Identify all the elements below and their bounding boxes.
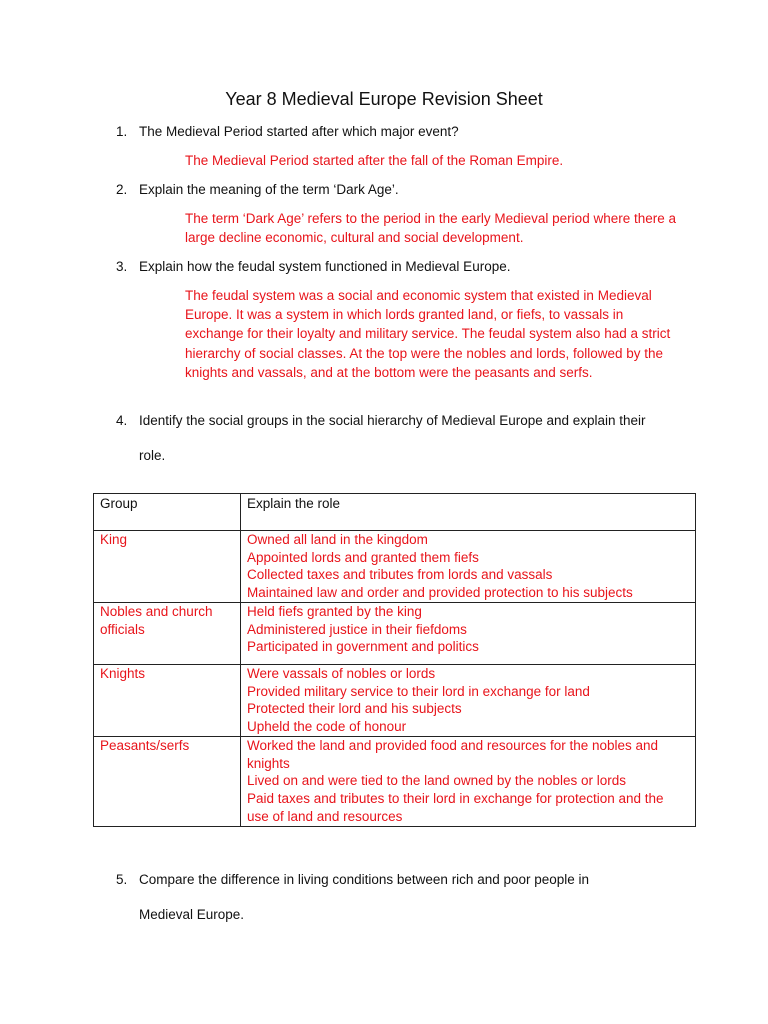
question-1-text: The Medieval Period started after which major event?	[139, 124, 459, 139]
role-line: Provided military service to their lord in exchange for land	[247, 683, 590, 699]
role-cell	[241, 603, 696, 665]
page-title: Year 8 Medieval Europe Revision Sheet	[225, 89, 543, 109]
group-cell: King	[94, 531, 241, 603]
question-2-number: 2.	[116, 182, 128, 197]
role-line: Protected their lord and his subjects	[247, 701, 462, 717]
role-line: Collected taxes and tributes from lords and vassals	[247, 567, 553, 583]
role-line: Owned all land in the kingdom	[247, 532, 428, 547]
question-5-text-continued: Medieval Europe.	[139, 907, 245, 922]
question-2-text: Explain the meaning of the term ‘Dark Age’.	[139, 182, 399, 197]
role-line: Worked the land and provided food and resources for the nobles and knights	[247, 738, 659, 771]
role-line: Maintained law and order and provided protection to his subjects	[247, 585, 633, 601]
role-line: Lived on and were tied to the land owned by the nobles or lords	[247, 773, 627, 789]
table-header-row	[94, 494, 696, 531]
group-cell: Nobles and church officials	[94, 603, 241, 665]
role-cell	[241, 737, 696, 827]
role-line: Administered justice in their fiefdoms	[247, 621, 467, 637]
question-4-text: Identify the social groups in the social hierarchy of Medieval Europe and explain their	[139, 413, 646, 428]
question-5-number: 5.	[116, 872, 128, 887]
question-5-text: Compare the difference in living conditions between rich and poor people in	[139, 872, 590, 887]
table-row	[94, 665, 696, 737]
header-role: Explain the role	[241, 494, 696, 531]
social-hierarchy-table	[93, 493, 696, 827]
role-line: Held fiefs granted by the king	[247, 604, 422, 619]
role-cell	[241, 531, 696, 603]
role-line: Participated in government and politics	[247, 639, 479, 655]
header-group: Group	[94, 494, 241, 531]
table-row	[94, 531, 696, 603]
question-4-number: 4.	[116, 413, 128, 428]
table-row	[94, 737, 696, 827]
question-4-text-continued: role.	[139, 448, 166, 463]
group-cell: Peasants/serfs	[94, 737, 241, 827]
role-line: Appointed lords and granted them fiefs	[247, 549, 479, 565]
answer-3: The feudal system was a social and economic system that existed in Medieval Europe. It was a system in which lords granted land, or fiefs, to vassals in exchange for their loyalty and military service. The feudal system also had a strict hierarchy of social classes. At the top were the nobles and lords, followed by the knights and vassals, and at the bottom were the peasants and serfs.	[185, 288, 671, 380]
role-line: Were vassals of nobles or lords	[247, 666, 436, 681]
answer-2: The term ‘Dark Age’ refers to the period in the early Medieval period where there a large decline economic, cultural and social development.	[185, 211, 676, 246]
answer-1: The Medieval Period started after the fall of the Roman Empire.	[185, 153, 564, 168]
role-line: Upheld the code of honour	[247, 719, 407, 735]
role-cell	[241, 665, 696, 737]
role-line: Paid taxes and tributes to their lord in exchange for protection and the use of land and resources	[247, 791, 664, 824]
question-3-number: 3.	[116, 259, 128, 274]
group-cell: Knights	[94, 665, 241, 737]
table-row	[94, 603, 696, 665]
question-3-text: Explain how the feudal system functioned in Medieval Europe.	[139, 259, 511, 274]
question-1-number: 1.	[116, 124, 128, 139]
